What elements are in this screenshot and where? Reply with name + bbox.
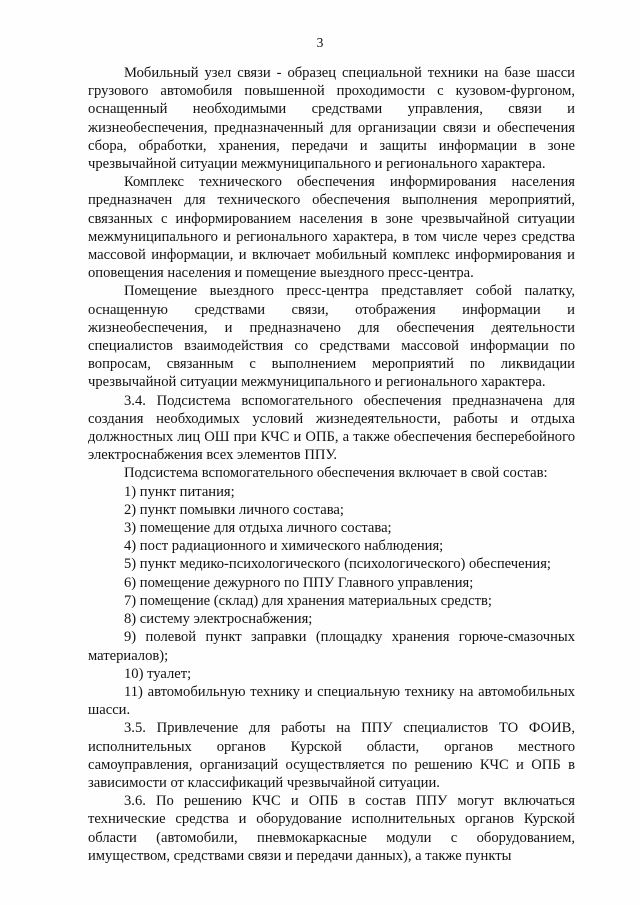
document-body — [88, 64, 575, 865]
paragraph-3-4: 3.4. Подсистема вспомогательного обеспечения предназначена для создания необходимых условий жизнедеятельности, работы и отдыха должностных лиц ОШ при КЧС и ОПБ, а также обеспечения бесперебойного электроснабжения всех элементов ППУ. — [88, 392, 575, 464]
paragraph-subsystem-intro: Подсистема вспомогательного обеспечения включает в свой состав: — [124, 465, 548, 482]
list-item: 7) помещение (склад) для хранения материальных средств; — [124, 592, 492, 609]
page-number: 3 — [316, 35, 324, 50]
list-item: 5) пункт медико-психологического (психологического) обеспечения; — [124, 556, 551, 573]
paragraph-press-center: Помещение выездного пресс-центра представляет собой палатку, оснащенную средствами связи, отображения информации и жизнеобеспечения, и предназначено для обеспечения деятельности специалистов взаимодействия со средствами массовой информации по вопросам, связанным с выполнением мероприятий по ликвидации чрезвычайной ситуации межмуниципального и регионального характера. — [88, 283, 575, 391]
list-item: 9) полевой пункт заправки (площадку хранения горюче-смазочных материалов); — [88, 629, 575, 664]
list-item: 4) пост радиационного и химического наблюдения; — [124, 538, 444, 555]
paragraph-3-5: 3.5. Привлечение для работы на ППУ специалистов ТО ФОИВ, исполнительных органов Курской области, органов местного самоуправления, организаций осуществляется по решению КЧС и ОПБ в зависимости от классификаций чрезвычайной ситуации. — [88, 720, 575, 791]
paragraph-info-support-complex: Комплекс технического обеспечения информирования населения предназначен для технического обеспечения выполнения мероприятий, связанных с информированием населения в зоне чрезвычайной ситуации межмуниципального и регионального характера, в том числе через средства массовой информации, и включает мобильный комплекс информирования и оповещения населения и помещение выездного пресс-центра. — [88, 174, 575, 282]
list-item: 3) помещение для отдыха личного состава; — [124, 520, 392, 537]
list-item: 11) автомобильную технику и специальную технику на автомобильных шасси. — [88, 683, 575, 719]
list-item: 8) систему электроснабжения; — [124, 611, 313, 628]
list-item: 1) пункт питания; — [124, 483, 235, 500]
list-item: 6) помещение дежурного по ППУ Главного управления; — [124, 574, 474, 591]
list-item: 2) пункт помывки личного состава; — [124, 501, 344, 518]
list-item: 10) туалет; — [124, 665, 192, 682]
paragraph-3-6: 3.6. По решению КЧС и ОПБ в состав ППУ могут включаться технические средства и оборудование исполнительных органов Курской области (автомобили, пневмокаркасные модули с оборудованием, имуществом, средствами связи и передачи данных), а также пункты — [88, 793, 575, 864]
paragraph-mobile-comm-node: Мобильный узел связи - образец специальной техники на базе шасси грузового автомобиля повышенной проходимости с кузовом-фургоном, оснащенный необходимыми средствами управления, связи и жизнеобеспечения, предназначенный для организации связи и обеспечения сбора, обработки, хранения, передачи и защиты информации в зоне чрезвычайной ситуации межмуниципального и регионального характера. — [88, 65, 575, 173]
